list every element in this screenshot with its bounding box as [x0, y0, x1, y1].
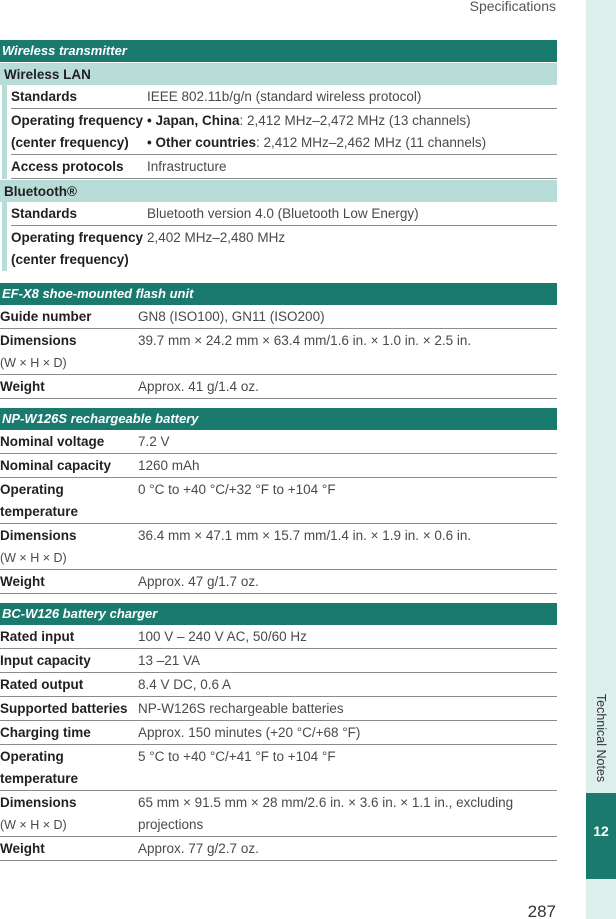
- bullet-item: [147, 132, 557, 154]
- spec-label: Rated input: [0, 629, 75, 644]
- spec-label: Standards: [11, 89, 78, 104]
- spec-label-line: Dimensions: [0, 528, 77, 543]
- spec-value: 36.4 mm × 47.1 mm × 15.7 mm/1.4 in. × 1.9 in. × 0.6 in.: [138, 528, 472, 543]
- spec-value: 13 –21 VA: [138, 653, 201, 668]
- spec-value: 1260 mAh: [138, 458, 200, 473]
- spec-row: [0, 649, 557, 673]
- spec-label-sub: (W × H × D): [0, 356, 67, 370]
- spec-row: [11, 109, 557, 155]
- spec-row: [0, 478, 557, 524]
- bluetooth-subsection-title: Bluetooth®: [0, 179, 557, 202]
- spec-label: [11, 110, 147, 154]
- spec-value: Approx. 41 g/1.4 oz.: [138, 379, 259, 394]
- charger-section-title: BC-W126 battery charger: [0, 603, 557, 625]
- spec-value: 100 V – 240 V AC, 50/60 Hz: [138, 629, 307, 644]
- spec-row: [0, 524, 557, 570]
- spec-value: Infrastructure: [147, 159, 227, 174]
- flash-section-title: EF-X8 shoe-mounted flash unit: [0, 283, 557, 305]
- bullet-label: • Japan, China: [147, 113, 240, 128]
- spec-row: [0, 721, 557, 745]
- spec-label: Weight: [0, 574, 45, 589]
- spec-label: Nominal capacity: [0, 458, 112, 473]
- spec-value: 65 mm × 91.5 mm × 28 mm/2.6 in. × 3.6 in. × 1.1 in., excluding projections: [138, 795, 514, 832]
- spec-label: Input capacity: [0, 653, 91, 668]
- spec-label: Weight: [0, 379, 45, 394]
- spec-label: Supported batteries: [0, 701, 128, 716]
- spec-label-sub: (W × H × D): [0, 818, 67, 832]
- spec-label-line: temperature: [0, 771, 79, 786]
- spec-value: Approx. 77 g/2.7 oz.: [138, 841, 259, 856]
- spec-value: 2,402 MHz–2,480 MHz: [147, 230, 286, 245]
- spec-row: [11, 155, 557, 179]
- side-chapter-label: Technical Notes: [594, 693, 608, 783]
- spec-row: [0, 791, 557, 837]
- spec-label-line: Operating frequency: [11, 230, 144, 245]
- page-header-title: Specifications: [469, 0, 556, 14]
- spec-value: Approx. 47 g/1.7 oz.: [138, 574, 259, 589]
- bullet-text: : 2,412 MHz–2,472 MHz (13 channels): [239, 113, 471, 128]
- wireless-section: [0, 40, 557, 271]
- spec-value: [147, 110, 557, 154]
- spec-value: 7.2 V: [138, 434, 170, 449]
- spec-value: 0 °C to +40 °C/+32 °F to +104 °F: [138, 482, 336, 497]
- spec-row: [11, 226, 557, 271]
- flash-section: [0, 283, 557, 399]
- spec-label-line: (center frequency): [11, 252, 129, 267]
- spec-row: [0, 570, 557, 594]
- spec-row: [11, 85, 557, 109]
- spec-label: Standards: [11, 206, 78, 221]
- spec-label: [0, 746, 138, 790]
- spec-row: [11, 202, 557, 226]
- spec-label: [0, 330, 138, 374]
- spec-label-sub: (W × H × D): [0, 551, 67, 565]
- charger-section: [0, 603, 557, 861]
- spec-value: 8.4 V DC, 0.6 A: [138, 677, 232, 692]
- wlan-subsection: [2, 85, 557, 179]
- spec-label: Access protocols: [11, 159, 124, 174]
- page-number: 287: [527, 902, 556, 919]
- chapter-number: 12: [593, 823, 609, 839]
- spec-label-line: Operating: [0, 482, 64, 497]
- bluetooth-subsection: [2, 202, 557, 271]
- battery-section-title: NP-W126S rechargeable battery: [0, 408, 557, 430]
- spec-label-line: Dimensions: [0, 795, 77, 810]
- spec-label: [0, 525, 138, 569]
- battery-section: [0, 408, 557, 594]
- wlan-subsection-title: Wireless LAN: [0, 62, 557, 85]
- spec-value: NP-W126S rechargeable batteries: [138, 701, 344, 716]
- spec-label-line: Dimensions: [0, 333, 77, 348]
- spec-row: [0, 329, 557, 375]
- spec-row: [0, 673, 557, 697]
- spec-row: [0, 454, 557, 478]
- spec-label: [0, 479, 138, 523]
- bullet-text: : 2,412 MHz–2,462 MHz (11 channels): [256, 135, 487, 150]
- spec-value: 39.7 mm × 24.2 mm × 63.4 mm/1.6 in. × 1.0 in. × 2.5 in.: [138, 333, 472, 348]
- spec-value: GN8 (ISO100), GN11 (ISO200): [138, 309, 325, 324]
- spec-row: [0, 837, 557, 861]
- spec-label-line: Operating frequency: [11, 113, 144, 128]
- bullet-item: [147, 110, 557, 132]
- spec-row: [0, 430, 557, 454]
- bullet-label: • Other countries: [147, 135, 256, 150]
- spec-value: 5 °C to +40 °C/+41 °F to +104 °F: [138, 749, 336, 764]
- spec-label: Guide number: [0, 309, 92, 324]
- spec-row: [0, 305, 557, 329]
- spec-label-line: (center frequency): [11, 135, 129, 150]
- spec-value: Approx. 150 minutes (+20 °C/+68 °F): [138, 725, 361, 740]
- spec-label-line: Operating: [0, 749, 64, 764]
- spec-label: Charging time: [0, 725, 91, 740]
- spec-label: [11, 227, 147, 271]
- spec-label: Rated output: [0, 677, 84, 692]
- spec-row: [0, 625, 557, 649]
- spec-label: [0, 792, 138, 836]
- spec-value: Bluetooth version 4.0 (Bluetooth Low Energy): [147, 206, 419, 221]
- wireless-section-title: Wireless transmitter: [0, 40, 557, 62]
- spec-row: [0, 375, 557, 399]
- spec-value: IEEE 802.11b/g/n (standard wireless protocol): [147, 89, 422, 104]
- spec-label-line: temperature: [0, 504, 79, 519]
- spec-label: Weight: [0, 841, 45, 856]
- spec-label: Nominal voltage: [0, 434, 105, 449]
- spec-row: [0, 697, 557, 721]
- spec-row: [0, 745, 557, 791]
